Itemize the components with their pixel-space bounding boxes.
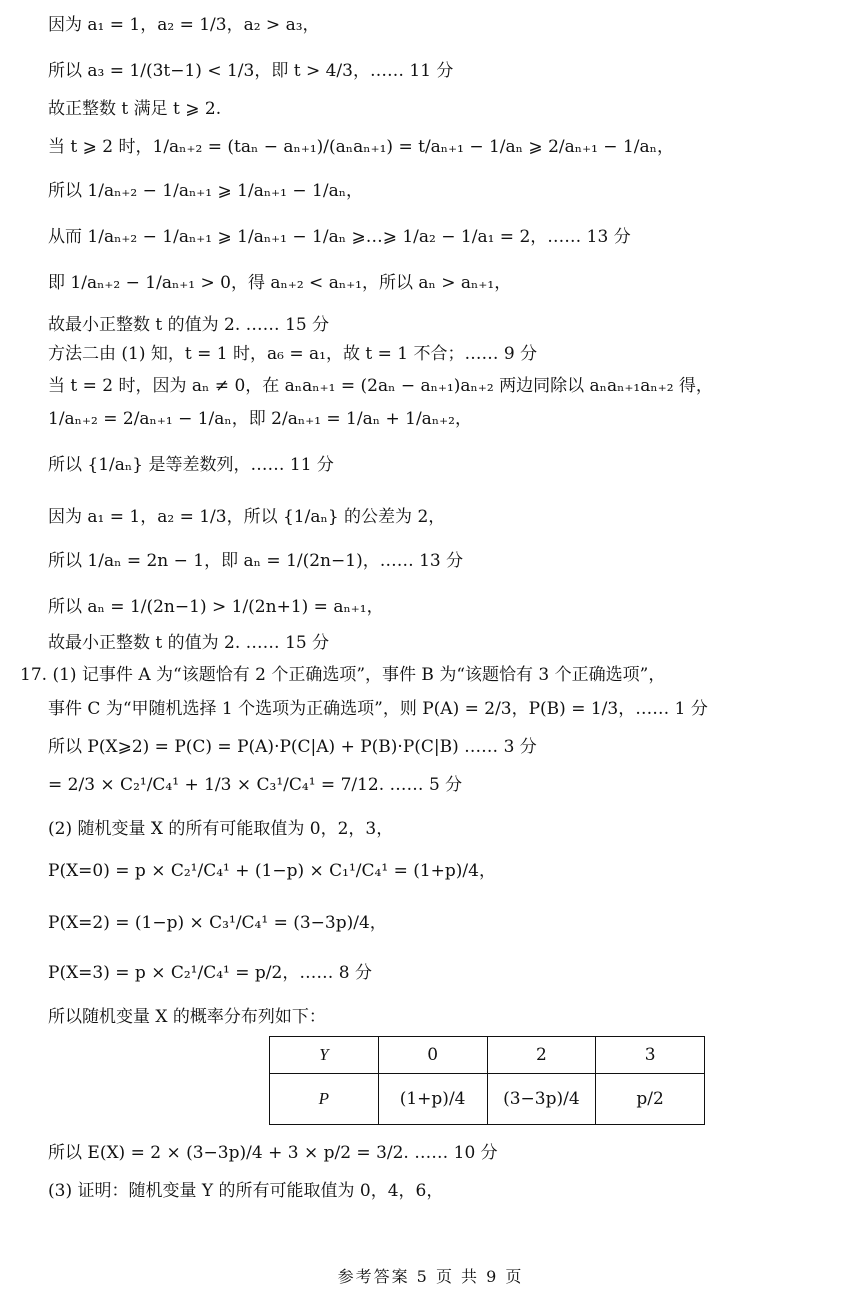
text-line: 当 t = 2 时，因为 aₙ ≠ 0，在 aₙaₙ₊₁ = (2aₙ − aₙ₊₁)aₙ₊₂ 两边同除以 aₙaₙ₊₁aₙ₊₂ 得，	[48, 376, 713, 396]
text-line: 所以 1/aₙ₊₂ − 1/aₙ₊₁ ⩾ 1/aₙ₊₁ − 1/aₙ，	[48, 181, 364, 201]
text-line: 所以 {1/aₙ} 是等差数列，…… 11 分	[48, 455, 334, 475]
text-line: P(X=2) = (1−p) × C₃¹/C₄¹ = (3−3p)/4，	[48, 913, 387, 933]
text-line: 当 t ⩾ 2 时，1/aₙ₊₂ = (taₙ − aₙ₊₁)/(aₙaₙ₊₁) = t/aₙ₊₁ − 1/aₙ ⩾ 2/aₙ₊₁ − 1/aₙ，	[48, 137, 674, 157]
text-line: 所以 a₃ = 1/(3t−1) < 1/3，即 t > 4/3，…… 11 分	[48, 61, 454, 81]
table-cell: P	[270, 1074, 379, 1125]
text-line: P(X=0) = p × C₂¹/C₄¹ + (1−p) × C₁¹/C₄¹ = (1+p)/4，	[48, 861, 496, 881]
table-cell: p/2	[596, 1074, 705, 1125]
table-header-cell: 2	[487, 1037, 596, 1074]
text-line: 所以 P(X⩾2) = P(C) = P(A)·P(C|A) + P(B)·P(C|B) …… 3 分	[48, 737, 537, 757]
table-header-cell: 3	[596, 1037, 705, 1074]
probability-distribution-table	[269, 1036, 705, 1125]
text-line: 即 1/aₙ₊₂ − 1/aₙ₊₁ > 0，得 aₙ₊₂ < aₙ₊₁，所以 aₙ > aₙ₊₁，	[48, 273, 512, 293]
text-line: 所以随机变量 X 的概率分布列如下：	[48, 1007, 326, 1027]
problem-17-heading: 17. (1) 记事件 A 为“该题恰有 2 个正确选项”，事件 B 为“该题恰有 3 个正确选项”，	[20, 665, 666, 685]
text-line: 所以 E(X) = 2 × (3−3p)/4 + 3 × p/2 = 3/2. …… 10 分	[48, 1143, 498, 1163]
text-line: 事件 C 为“甲随机选择 1 个选项为正确选项”，则 P(A) = 2/3，P(B) = 1/3，…… 1 分	[48, 699, 708, 719]
text-line: 所以 aₙ = 1/(2n−1) > 1/(2n+1) = aₙ₊₁，	[48, 597, 384, 617]
table-header-cell: 0	[378, 1037, 487, 1074]
text-line: 从而 1/aₙ₊₂ − 1/aₙ₊₁ ⩾ 1/aₙ₊₁ − 1/aₙ ⩾…⩾ 1/a₂ − 1/a₁ = 2，…… 13 分	[48, 227, 631, 247]
text-line: 故最小正整数 t 的值为 2. …… 15 分	[48, 633, 330, 653]
page-footer: 参考答案 5 页 共 9 页	[337, 1267, 524, 1286]
table-cell: (3−3p)/4	[487, 1074, 596, 1125]
text-line: (3) 证明：随机变量 Y 的所有可能取值为 0，4，6，	[48, 1181, 444, 1201]
text-line: (2) 随机变量 X 的所有可能取值为 0，2，3，	[48, 819, 394, 839]
text-line: 故最小正整数 t 的值为 2. …… 15 分	[48, 315, 330, 335]
table-header-cell: Y	[270, 1037, 379, 1074]
text-line: 所以 1/aₙ = 2n − 1，即 aₙ = 1/(2n−1)，…… 13 分	[48, 551, 464, 571]
text-line: 故正整数 t 满足 t ⩾ 2.	[48, 99, 222, 119]
text-line: P(X=3) = p × C₂¹/C₄¹ = p/2，…… 8 分	[48, 963, 372, 983]
table-cell: (1+p)/4	[378, 1074, 487, 1125]
text-line: 方法二由 (1) 知，t = 1 时，a₆ = a₁，故 t = 1 不合；…… 9 分	[48, 344, 538, 364]
text-line: = 2/3 × C₂¹/C₄¹ + 1/3 × C₃¹/C₄¹ = 7/12. …… 5 分	[48, 775, 463, 795]
text-line: 1/aₙ₊₂ = 2/aₙ₊₁ − 1/aₙ，即 2/aₙ₊₁ = 1/aₙ + 1/aₙ₊₂，	[48, 409, 472, 429]
text-line: 因为 a₁ = 1，a₂ = 1/3，a₂ > a₃，	[48, 15, 320, 35]
text-line: 因为 a₁ = 1，a₂ = 1/3，所以 {1/aₙ} 的公差为 2，	[48, 507, 446, 527]
